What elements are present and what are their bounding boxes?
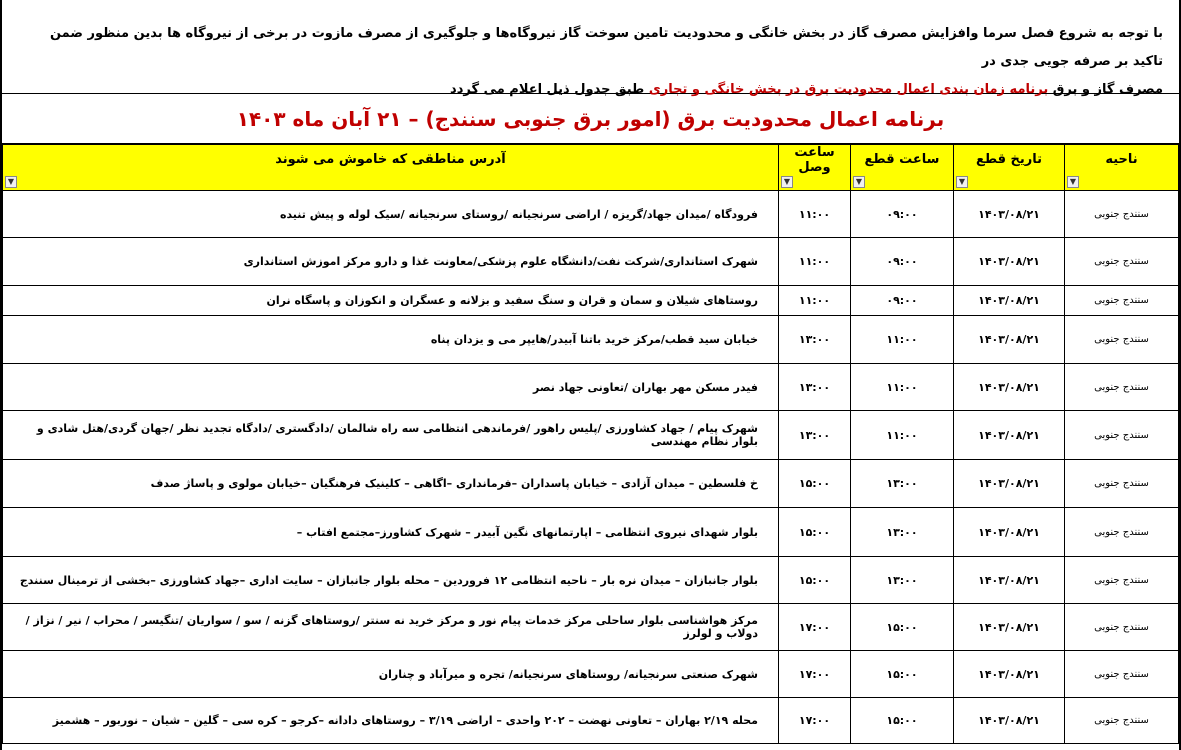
- cell-address[interactable]: بلوار شهدای نیروی انتظامی – اپارتمانهای نگین آبیدر – شهرک کشاورز–مجتمع افتاب –: [3, 508, 779, 557]
- cell-connect-time[interactable]: ۱۳:۰۰: [779, 364, 851, 411]
- cell-region[interactable]: سنندج جنوبی: [1065, 191, 1179, 238]
- table-row: [3, 651, 1179, 698]
- cell-connect-time[interactable]: ۱۱:۰۰: [779, 286, 851, 316]
- cell-cut-time[interactable]: ۱۱:۰۰: [851, 316, 954, 364]
- cell-date[interactable]: ۱۴۰۳/۰۸/۲۱: [954, 286, 1065, 316]
- cell-connect-time[interactable]: ۱۱:۰۰: [779, 191, 851, 238]
- cell-connect-time[interactable]: ۱۵:۰۰: [779, 508, 851, 557]
- cell-region[interactable]: سنندج جنوبی: [1065, 316, 1179, 364]
- cell-cut-time[interactable]: ۱۵:۰۰: [851, 604, 954, 651]
- cell-address[interactable]: بلوار جانبازان – میدان نره بار – ناحیه انتظامی ۱۲ فروردین – محله بلوار جانبازان – سایت اداری –جهاد کشاورزی –بخشی از ترمینال سنندج: [3, 557, 779, 604]
- cell-address[interactable]: روستاهای شیلان و سمان و قران و سنگ سفید و بزلانه و عسگران و انکوزان و پاسگاه نران: [3, 286, 779, 316]
- cell-connect-time[interactable]: ۱۳:۰۰: [779, 316, 851, 364]
- cell-region[interactable]: سنندج جنوبی: [1065, 364, 1179, 411]
- table-row: [3, 411, 1179, 460]
- filter-dropdown-icon[interactable]: ▼: [5, 176, 17, 188]
- cell-region[interactable]: سنندج جنوبی: [1065, 238, 1179, 286]
- filter-dropdown-icon[interactable]: ▼: [1067, 176, 1079, 188]
- cell-date[interactable]: ۱۴۰۳/۰۸/۲۱: [954, 604, 1065, 651]
- cell-connect-time[interactable]: ۱۵:۰۰: [779, 460, 851, 508]
- cell-date[interactable]: ۱۴۰۳/۰۸/۲۱: [954, 508, 1065, 557]
- cell-address[interactable]: فیدر مسکن مهر بهاران /تعاونی جهاد نصر: [3, 364, 779, 411]
- cell-region[interactable]: سنندج جنوبی: [1065, 604, 1179, 651]
- cell-region[interactable]: سنندج جنوبی: [1065, 508, 1179, 557]
- table-row: [3, 316, 1179, 364]
- intro-line-2-end: طبق جدول ذیل اعلام می گردد: [450, 82, 645, 97]
- table-row: [3, 698, 1179, 744]
- cell-region[interactable]: سنندج جنوبی: [1065, 460, 1179, 508]
- cell-region[interactable]: سنندج جنوبی: [1065, 651, 1179, 698]
- filter-dropdown-icon[interactable]: ▼: [853, 176, 865, 188]
- cell-address[interactable]: شهرک پیام / جهاد کشاورزی /پلیس راهور /فرماندهی انتظامی سه راه شالمان /دادگستری /دادگاه تجدید نظر /جهان گردی/هتل شادی و بلوار نظام مهندسی: [3, 411, 779, 460]
- table-row: [3, 508, 1179, 557]
- cell-address[interactable]: شهرک استانداری/شرکت نفت/دانشگاه علوم پزشکی/معاونت غذا و دارو مرکز اموزش استانداری: [3, 238, 779, 286]
- cell-address[interactable]: فرودگاه /میدان جهاد/گریزه / اراضی سرنجیانه /روستای سرنجیانه /سیک لوله و پیش تنیده: [3, 191, 779, 238]
- header-address[interactable]: آدرس مناطقی که خاموش می شوند ▼: [3, 145, 779, 191]
- filter-dropdown-icon[interactable]: ▼: [956, 176, 968, 188]
- cell-region[interactable]: سنندج جنوبی: [1065, 411, 1179, 460]
- table-row: [3, 191, 1179, 238]
- cell-date[interactable]: ۱۴۰۳/۰۸/۲۱: [954, 364, 1065, 411]
- cell-address[interactable]: خ فلسطین – میدان آزادی – خیابان پاسداران –فرمانداری –اگاهی – کلینیک فرهنگیان –خیابان مولوی و پاساژ صدف: [3, 460, 779, 508]
- cell-cut-time[interactable]: ۱۱:۰۰: [851, 364, 954, 411]
- cell-cut-time[interactable]: ۱۳:۰۰: [851, 557, 954, 604]
- cell-cut-time[interactable]: ۱۳:۰۰: [851, 508, 954, 557]
- cell-date[interactable]: ۱۴۰۳/۰۸/۲۱: [954, 191, 1065, 238]
- cell-date[interactable]: ۱۴۰۳/۰۸/۲۱: [954, 411, 1065, 460]
- cell-cut-time[interactable]: ۱۵:۰۰: [851, 651, 954, 698]
- cell-cut-time[interactable]: ۱۵:۰۰: [851, 698, 954, 744]
- cell-region[interactable]: سنندج جنوبی: [1065, 557, 1179, 604]
- cell-cut-time[interactable]: ۰۹:۰۰: [851, 238, 954, 286]
- header-region[interactable]: ناحیه ▼: [1065, 145, 1179, 191]
- cell-date[interactable]: ۱۴۰۳/۰۸/۲۱: [954, 698, 1065, 744]
- intro-text: [2, 0, 1179, 97]
- cell-date[interactable]: ۱۴۰۳/۰۸/۲۱: [954, 557, 1065, 604]
- cell-address[interactable]: محله ۲/۱۹ بهاران – تعاونی نهضت – ۲۰۲ واحدی – اراضی ۳/۱۹ – روستاهای دادانه –کرجو – کره سی – گلین – شیان – نوربور – هشمیز: [3, 698, 779, 744]
- cell-connect-time[interactable]: ۱۷:۰۰: [779, 604, 851, 651]
- cell-date[interactable]: ۱۴۰۳/۰۸/۲۱: [954, 316, 1065, 364]
- table-row: [3, 604, 1179, 651]
- outage-table: [2, 144, 1179, 744]
- cell-address[interactable]: خیابان سید قطب/مرکز خرید باتنا آبیدر/هایپر می و یزدان پناه: [3, 316, 779, 364]
- header-date[interactable]: تاریخ قطع ▼: [954, 145, 1065, 191]
- cell-cut-time[interactable]: ۱۳:۰۰: [851, 460, 954, 508]
- table-row: [3, 557, 1179, 604]
- cell-connect-time[interactable]: ۱۳:۰۰: [779, 411, 851, 460]
- cell-date[interactable]: ۱۴۰۳/۰۸/۲۱: [954, 651, 1065, 698]
- cell-connect-time[interactable]: ۱۷:۰۰: [779, 651, 851, 698]
- cell-date[interactable]: ۱۴۰۳/۰۸/۲۱: [954, 238, 1065, 286]
- page-title: برنامه اعمال محدودیت برق (امور برق جنوبی سنندج) – ۲۱ آبان ماه ۱۴۰۳: [2, 94, 1179, 144]
- filter-dropdown-icon[interactable]: ▼: [781, 176, 793, 188]
- intro-line-1: با توجه به شروع فصل سرما وافزایش مصرف گاز در بخش خانگی و محدودیت تامین سوخت گاز نیروگاه‌ها و جلوگیری از مصرف مازوت در برخی از نیروگاه ها بدین منظور ضمن تاکید بر صرفه جویی جدی در: [49, 26, 1163, 69]
- intro-line-2-start: مصرف گاز و برق: [1052, 82, 1163, 97]
- cell-address[interactable]: مرکز هواشناسی بلوار ساحلی مرکز خدمات پیام نور و مرکز خرید نه سنتر /روستاهای گزنه / سو / سواریان /تنگیسر / محراب / نیر / نزاز / دولاب و لولرز: [3, 604, 779, 651]
- cell-region[interactable]: سنندج جنوبی: [1065, 698, 1179, 744]
- cell-cut-time[interactable]: ۰۹:۰۰: [851, 286, 954, 316]
- header-connect-time[interactable]: ساعت وصل ▼: [779, 145, 851, 191]
- cell-connect-time[interactable]: ۱۵:۰۰: [779, 557, 851, 604]
- table-row: [3, 238, 1179, 286]
- cell-cut-time[interactable]: ۱۱:۰۰: [851, 411, 954, 460]
- table-row: [3, 286, 1179, 316]
- table-row: [3, 364, 1179, 411]
- cell-connect-time[interactable]: ۱۷:۰۰: [779, 698, 851, 744]
- cell-region[interactable]: سنندج جنوبی: [1065, 286, 1179, 316]
- header-row: [3, 145, 1179, 191]
- cell-connect-time[interactable]: ۱۱:۰۰: [779, 238, 851, 286]
- cell-cut-time[interactable]: ۰۹:۰۰: [851, 191, 954, 238]
- intro-line-2-highlight: برنامه زمان بندی اعمال محدودیت برق در بخش خانگی و تجاری: [648, 82, 1049, 97]
- table-row: [3, 460, 1179, 508]
- header-cut-time[interactable]: ساعت قطع ▼: [851, 145, 954, 191]
- cell-address[interactable]: شهرک صنعتی سرنجیانه/ روستاهای سرنجیانه/ تجره و میرآباد و چناران: [3, 651, 779, 698]
- cell-date[interactable]: ۱۴۰۳/۰۸/۲۱: [954, 460, 1065, 508]
